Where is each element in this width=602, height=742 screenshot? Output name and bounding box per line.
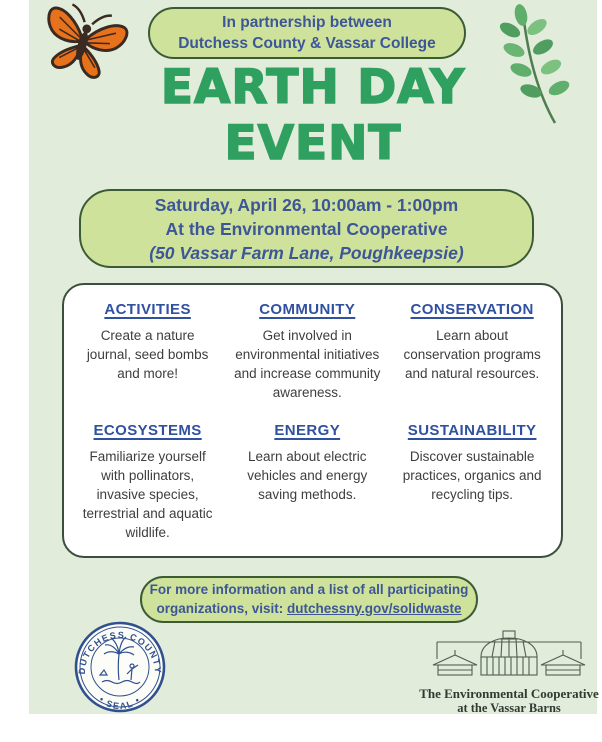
- event-venue: At the Environmental Cooperative: [165, 218, 448, 239]
- category-title: COMMUNITY: [259, 301, 356, 318]
- flyer-background: [29, 0, 597, 714]
- category-activities: [82, 301, 213, 408]
- event-details-pill: [79, 189, 534, 268]
- category-energy: [227, 422, 387, 548]
- category-title: ENERGY: [274, 422, 341, 439]
- category-title: ACTIVITIES: [104, 301, 191, 318]
- coop-name: The Environmental Cooperative: [419, 686, 599, 701]
- category-description: Familiarize yourself with pollinators, invasive species, terrestrial and aquatic wildlife.: [82, 449, 213, 540]
- category-description: Discover sustainable practices, organics and recycling tips.: [402, 449, 542, 502]
- category-title: ECOSYSTEMS: [93, 422, 202, 439]
- category-ecosystems: [82, 422, 213, 548]
- title-line-1: EARTH DAY: [160, 60, 466, 115]
- partnership-line-1: In partnership between: [222, 14, 392, 31]
- info-line-2-prefix: organizations, visit:: [156, 600, 287, 616]
- partnership-badge: [148, 7, 466, 59]
- category-description: Create a nature journal, seed bombs and more!: [86, 328, 209, 381]
- solidwaste-link[interactable]: dutchessny.gov/solidwaste: [286, 600, 462, 616]
- partnership-line-2: Dutchess County & Vassar College: [178, 35, 436, 52]
- event-address: (50 Vassar Farm Lane, Poughkeepsie): [149, 242, 464, 263]
- dutchess-county-seal: [74, 621, 167, 714]
- more-info-pill: [140, 576, 478, 623]
- info-line-1: For more information and a list of all participating: [149, 582, 469, 597]
- vassar-barns-logo: [402, 629, 602, 716]
- category-description: Learn about electric vehicles and energy saving methods.: [247, 449, 368, 502]
- seal-arc-bottom-text: • SEAL •: [97, 694, 143, 712]
- page-title: [29, 60, 597, 172]
- event-datetime: Saturday, April 26, 10:00am - 1:00pm: [154, 194, 459, 215]
- seal-arc-top-text: DUTCHESS COUNTY: [76, 629, 164, 675]
- category-description: Learn about conservation programs and natural resources.: [403, 328, 541, 381]
- category-title: CONSERVATION: [410, 301, 534, 318]
- title-line-2: EVENT: [224, 116, 402, 171]
- info-line-2: [142, 600, 476, 619]
- category-sustainability: [401, 422, 543, 548]
- category-conservation: [401, 301, 543, 408]
- categories-box: [62, 283, 563, 558]
- barns-line-drawing: [419, 629, 599, 681]
- coop-logo-text: [402, 686, 602, 716]
- category-title: SUSTAINABILITY: [407, 422, 537, 439]
- category-description: Get involved in environmental initiatives and increase community awareness.: [234, 328, 381, 400]
- category-community: [227, 301, 387, 408]
- coop-location: at the Vassar Barns: [457, 701, 561, 715]
